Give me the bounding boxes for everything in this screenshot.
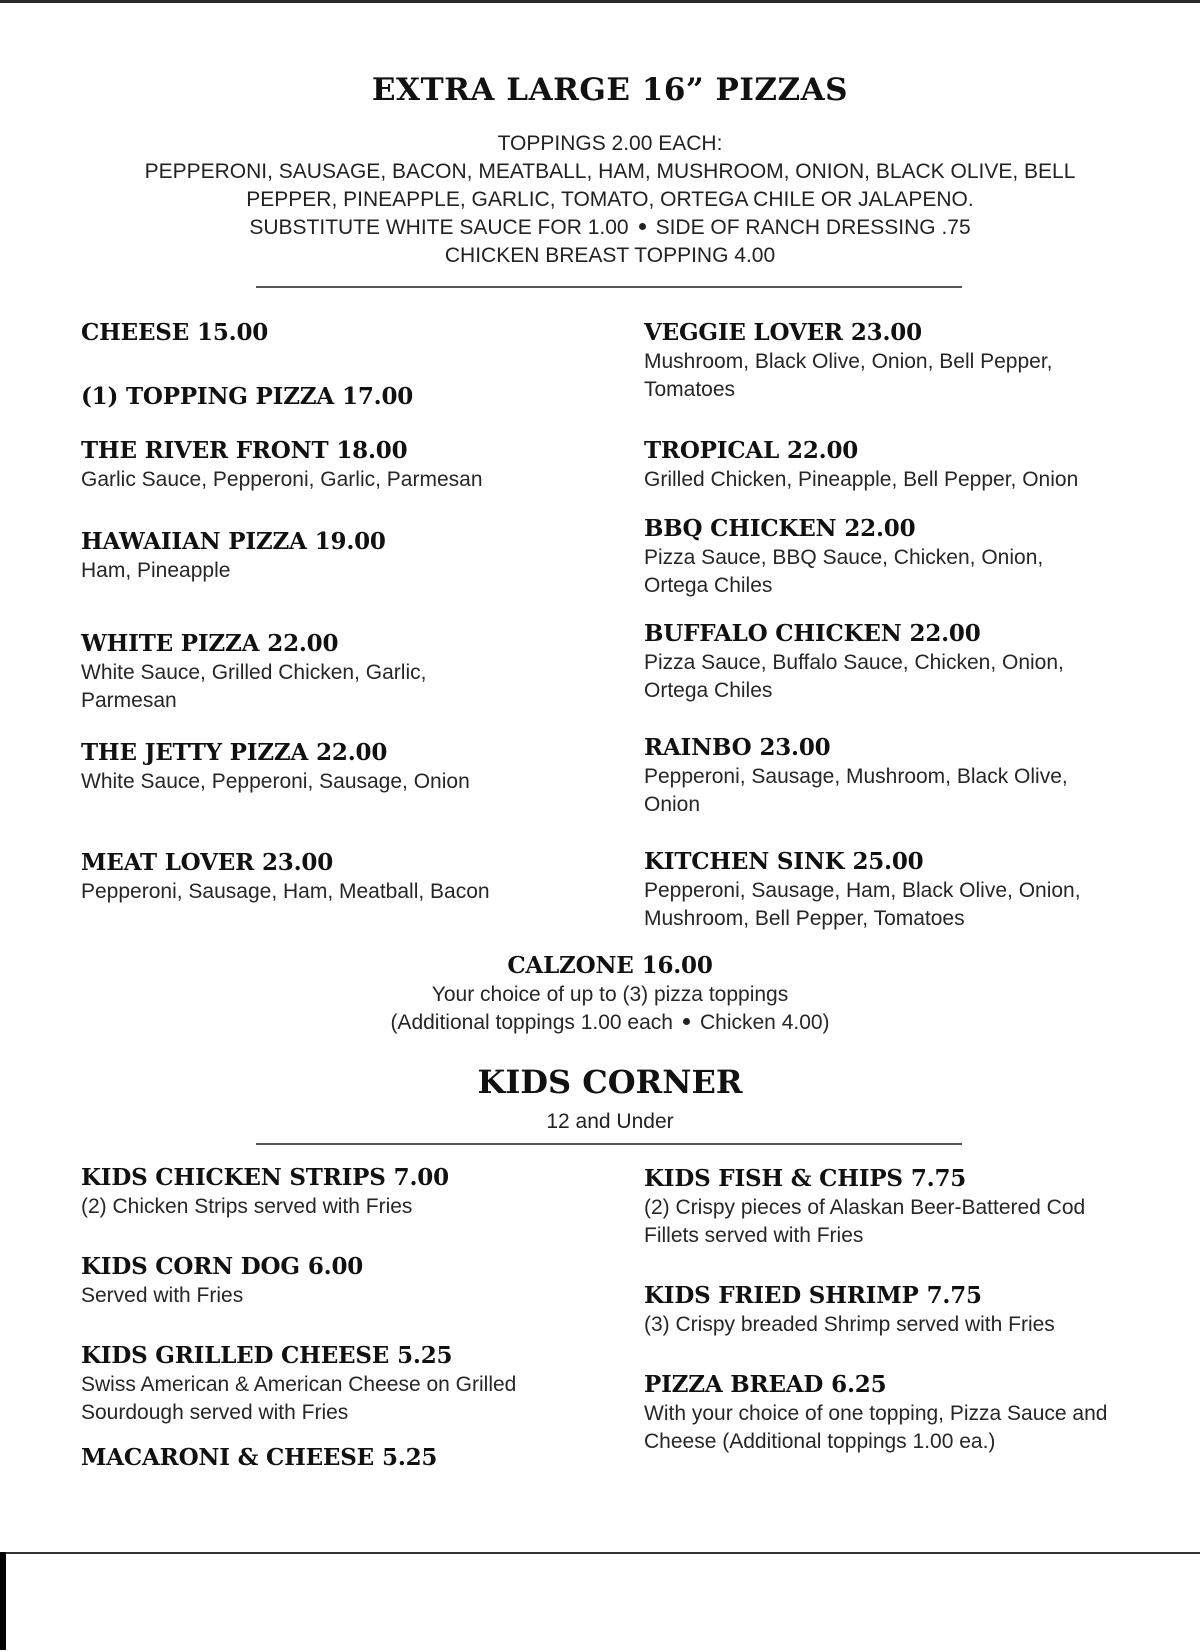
item-price: 22.00 [787,437,859,464]
menu-item [644,318,1114,404]
item-price: 7.00 [393,1164,449,1191]
menu-item [644,1164,1144,1250]
scan-bottom-edge [0,1552,1200,1652]
pizzas-title: EXTRA LARGE 16” PIZZAS [371,72,849,108]
item-description: Ham, Pineapple [81,559,231,582]
item-name: KIDS CORN DOG [81,1253,300,1280]
menu-item [644,1281,1144,1339]
item-name: TROPICAL [644,437,780,464]
item-price: 23.00 [759,734,831,761]
calzone-item [0,951,1200,1037]
item-description: Grilled Chicken, Pineapple, Bell Pepper, Onion [644,468,1079,491]
item-price: 6.25 [831,1371,887,1398]
calzone-line-2 [0,1009,1200,1037]
item-description: Served with Fries [81,1284,244,1307]
item-description: White Sauce, Pepperoni, Sausage, Onion [81,770,470,793]
item-price: 7.75 [926,1282,982,1309]
toppings-info [0,130,1200,270]
item-description: Swiss American & American Cheese on Grilled Sourdough served with Fries [81,1373,517,1424]
section-divider [256,1143,962,1145]
item-name: KIDS FRIED SHRIMP [644,1282,919,1309]
item-name: WHITE PIZZA [81,630,260,657]
item-name: CHEESE [81,319,190,346]
item-price: 18.00 [336,437,408,464]
item-description: (3) Crispy breaded Shrimp served with Fries [644,1313,1055,1336]
item-name: BBQ CHICKEN [644,515,837,542]
menu-item [81,629,501,715]
bullet-icon [683,1018,690,1025]
calzone-additional: (Additional toppings 1.00 each [390,1011,673,1034]
item-name: (1) TOPPING PIZZA [81,383,335,410]
item-price: 5.25 [397,1342,453,1369]
calzone-line-1: Your choice of up to (3) pizza toppings [431,983,789,1006]
menu-item [81,738,591,796]
menu-item [644,1370,1134,1456]
item-name: THE JETTY PIZZA [81,739,309,766]
item-description: (2) Chicken Strips served with Fries [81,1195,413,1218]
scan-left-strip [0,1552,6,1650]
item-description: Pepperoni, Sausage, Ham, Black Olive, Onion, Mushroom, Bell Pepper, Tomatoes [644,879,1081,930]
item-description: Garlic Sauce, Pepperoni, Garlic, Parmesan [81,468,483,491]
item-description: White Sauce, Grilled Chicken, Garlic, Parmesan [81,661,427,712]
toppings-line-3: PEPPER, PINEAPPLE, GARLIC, TOMATO, ORTEGA CHILE OR JALAPENO. [246,188,974,211]
item-name: RAINBO [644,734,752,761]
menu-item [644,619,1064,705]
calzone-chicken: Chicken 4.00) [699,1011,830,1034]
item-name: KIDS FISH & CHIPS [644,1165,903,1192]
item-name: PIZZA BREAD [644,1371,824,1398]
item-price: 17.00 [342,383,414,410]
menu-item [644,514,1044,600]
item-name: HAWAIIAN PIZZA [81,528,307,555]
menu-item [81,848,501,906]
item-description: With your choice of one topping, Pizza Sauce and Cheese (Additional toppings 1.00 ea.) [644,1402,1108,1453]
item-price: 22.00 [909,620,981,647]
item-description: Mushroom, Black Olive, Onion, Bell Pepper, Tomatoes [644,350,1053,401]
item-description: Pepperoni, Sausage, Ham, Meatball, Bacon [81,880,490,903]
item-description: Pizza Sauce, Buffalo Sauce, Chicken, Onion, Ortega Chiles [644,651,1064,702]
item-name: MACARONI & CHEESE [81,1444,375,1471]
toppings-line-5: CHICKEN BREAST TOPPING 4.00 [444,244,776,267]
item-price: 23.00 [262,849,334,876]
menu-item [644,733,1124,819]
item-price: 5.25 [382,1444,438,1471]
menu-item [81,1443,591,1473]
toppings-line-4 [0,214,1200,242]
menu-item [81,1252,591,1310]
item-price: 19.00 [314,528,386,555]
item-name: KIDS CHICKEN STRIPS [81,1164,386,1191]
item-description: Pepperoni, Sausage, Mushroom, Black Olive, Onion [644,765,1068,816]
item-name: THE RIVER FRONT [81,437,329,464]
section-divider [256,286,962,288]
item-name: VEGGIE LOVER [644,319,843,346]
item-price: 16.00 [641,952,713,979]
menu-item [644,436,1164,494]
item-price: 25.00 [852,848,924,875]
item-price: 22.00 [316,739,388,766]
menu-item [81,1341,581,1427]
item-description: Pizza Sauce, BBQ Sauce, Chicken, Onion, Ortega Chiles [644,546,1044,597]
item-name: KIDS GRILLED CHEESE [81,1342,390,1369]
item-name: KITCHEN SINK [644,848,845,875]
item-price: 22.00 [844,515,916,542]
kids-subtitle: 12 and Under [546,1110,674,1133]
item-name: BUFFALO CHICKEN [644,620,902,647]
item-price: 7.75 [910,1165,967,1192]
menu-item [81,1163,591,1221]
item-name: CALZONE [507,952,634,979]
item-price: 22.00 [267,630,339,657]
item-price: 6.00 [307,1253,364,1280]
toppings-line-1: TOPPINGS 2.00 EACH: [497,132,723,155]
item-price: 15.00 [197,319,269,346]
item-name: MEAT LOVER [81,849,254,876]
menu-item [81,436,591,494]
menu-item [81,527,591,585]
scan-top-edge [0,0,1200,3]
toppings-line-2: PEPPERONI, SAUSAGE, BACON, MEATBALL, HAM, MUSHROOM, ONION, BLACK OLIVE, BELL [144,160,1076,183]
menu-item [81,382,591,412]
menu-item [644,847,1144,933]
bullet-icon [639,223,646,230]
menu-item [81,318,591,348]
item-price: 23.00 [850,319,922,346]
kids-title: KIDS CORNER [477,1063,743,1101]
ranch-note: SIDE OF RANCH DRESSING .75 [655,216,971,239]
item-description: (2) Crispy pieces of Alaskan Beer-Battered Cod Fillets served with Fries [644,1196,1086,1247]
white-sauce-note: SUBSTITUTE WHITE SAUCE FOR 1.00 [249,216,629,239]
